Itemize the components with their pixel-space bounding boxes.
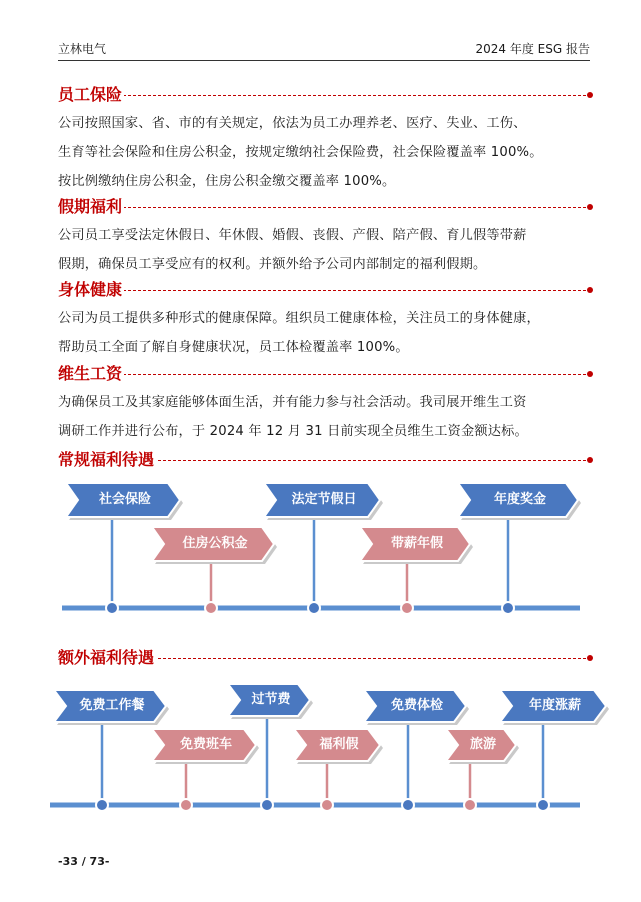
timeline-node <box>537 799 549 811</box>
rule-end-dot <box>587 287 593 293</box>
timeline-node <box>502 602 514 614</box>
timeline-node <box>401 602 413 614</box>
text-line: 调研工作并进行公布，于 2024 年 12 月 31 日前实现全员维生工资金额达标。 <box>58 424 528 439</box>
benefit-label: 过节费 <box>251 692 291 707</box>
benefit-label: 年度涨薪 <box>528 698 581 713</box>
section-heading <box>58 195 591 221</box>
benefit-label: 福利假 <box>319 737 359 752</box>
text-line: 公司员工享受法定休假日、年休假、婚假、丧假、产假、陪产假、育儿假等带薪 <box>58 228 527 243</box>
timeline-node <box>106 602 118 614</box>
section-heading <box>58 83 591 109</box>
company-name: 立林电气 <box>58 42 107 56</box>
benefit-label: 免费体检 <box>390 698 443 713</box>
section-living-wage <box>58 362 591 446</box>
section-paragraph <box>58 304 591 362</box>
timeline-node <box>96 799 108 811</box>
rule-end-dot <box>587 655 593 661</box>
text-line: 为确保员工及其家庭能够体面生活，并有能力参与社会活动。我司展开维生工资 <box>58 395 527 410</box>
timeline-node <box>464 799 476 811</box>
benefit-label: 旅游 <box>469 737 496 752</box>
section-heading <box>58 448 591 474</box>
benefit-label: 法定节假日 <box>291 492 357 507</box>
rule-end-dot <box>587 371 593 377</box>
regular-benefits-timeline <box>0 472 641 622</box>
timeline-node <box>321 799 333 811</box>
section-title: 维生工资 <box>58 362 124 386</box>
section-title: 身体健康 <box>58 278 124 302</box>
rule-end-dot <box>587 457 593 463</box>
section-paragraph <box>58 109 591 196</box>
section-leave-benefits <box>58 195 591 279</box>
timeline-node <box>180 799 192 811</box>
rule-end-dot <box>587 204 593 210</box>
text-line: 公司为员工提供多种形式的健康保障。组织员工健康体检，关注员工的身体健康， <box>58 311 540 326</box>
page-number: -33 / 73- <box>58 855 110 868</box>
section-heading <box>58 362 591 388</box>
text-line: 生育等社会保险和住房公积金，按规定缴纳社会保险费，社会保险覆盖率 100%。 <box>58 145 543 160</box>
section-paragraph <box>58 221 591 279</box>
report-title: 2024 年度 ESG 报告 <box>475 42 590 56</box>
timeline-node <box>205 602 217 614</box>
benefit-label: 带薪年假 <box>390 536 443 551</box>
benefit-label: 住房公积金 <box>182 536 248 551</box>
text-line: 公司按照国家、省、市的有关规定，依法为员工办理养老、医疗、失业、工伤、 <box>58 116 527 131</box>
section-heading <box>58 646 591 672</box>
section-title: 假期福利 <box>58 195 124 219</box>
section-regular-benefits <box>58 448 591 474</box>
timeline-node <box>402 799 414 811</box>
section-extra-benefits <box>58 646 591 672</box>
dashed-rule <box>58 290 591 291</box>
text-line: 帮助员工全面了解自身健康状况，员工体检覆盖率 100%。 <box>58 340 409 355</box>
section-paragraph <box>58 388 591 446</box>
section-heading <box>58 278 591 304</box>
timeline-node <box>308 602 320 614</box>
section-title: 额外福利待遇 <box>58 646 156 670</box>
dashed-rule <box>58 374 591 375</box>
section-employee-insurance <box>58 83 591 196</box>
extra-benefits-timeline <box>0 672 641 822</box>
benefit-label: 免费班车 <box>179 737 232 752</box>
timeline-node <box>261 799 273 811</box>
benefit-label: 社会保险 <box>98 492 151 507</box>
dashed-rule <box>58 207 591 208</box>
text-line: 按比例缴纳住房公积金，住房公积金缴交覆盖率 100%。 <box>58 174 396 189</box>
benefit-label: 年度奖金 <box>493 492 546 507</box>
rule-end-dot <box>587 92 593 98</box>
dashed-rule <box>58 95 591 96</box>
section-health <box>58 278 591 362</box>
text-line: 假期，确保员工享受应有的权利。并额外给予公司内部制定的福利假期。 <box>58 257 487 272</box>
benefit-label: 免费工作餐 <box>79 698 145 713</box>
page-header <box>58 38 590 61</box>
section-title: 常规福利待遇 <box>58 448 156 472</box>
section-title: 员工保险 <box>58 83 124 107</box>
